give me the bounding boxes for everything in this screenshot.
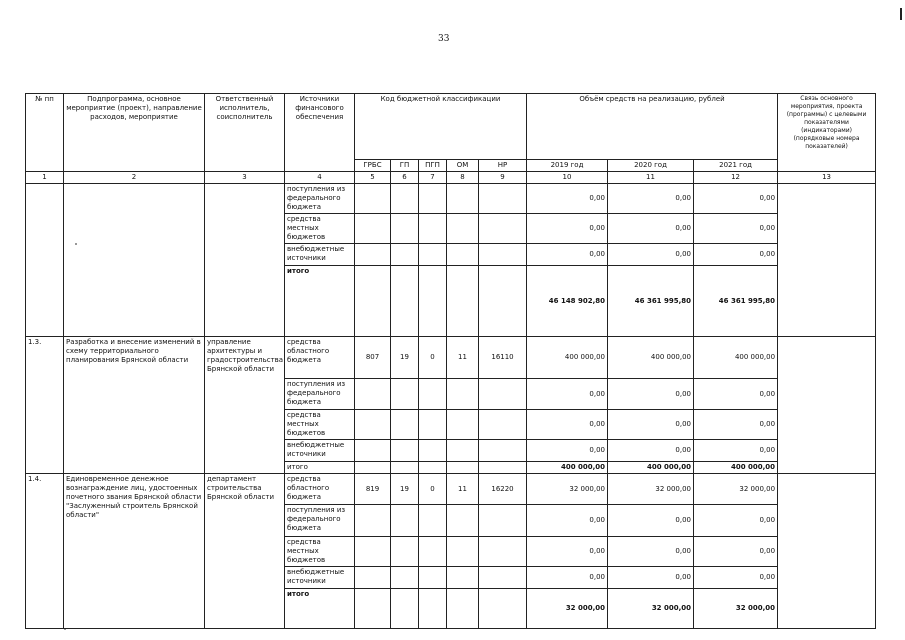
total-2019: 400 000,00 [527,462,608,474]
value-2019: 0,00 [527,505,608,537]
subheader-om: ОМ [447,160,479,172]
table-row [26,337,876,379]
value-2021: 0,00 [694,410,778,440]
value-2020: 0,00 [608,379,694,410]
table-row [26,184,876,214]
col-number: 7 [419,172,447,184]
col-number: 5 [355,172,391,184]
value-2019: 0,00 [527,440,608,462]
value-2021: 0,00 [694,537,778,567]
value-2019: 0,00 [527,410,608,440]
budget-table [25,93,876,629]
source-cell: внебюджетные источники [285,440,355,462]
col-number: 6 [391,172,419,184]
value-2020: 0,00 [608,214,694,244]
subheader-2020: 2020 год [608,160,694,172]
total-2021: 46 361 995,80 [694,266,778,337]
source-cell: поступления из федерального бюджета [285,505,355,537]
source-cell: средства местных бюджетов [285,410,355,440]
subheader-grbs: ГРБС [355,160,391,172]
link-cell [778,337,876,474]
code-grbs: 807 [355,337,391,379]
code-om: 11 [447,474,479,505]
source-cell: поступления из федерального бюджета [285,379,355,410]
header-link: Связь основного мероприятия, проекта (программы) с целевыми показателями (индикаторами) (порядковые номера показателей) [778,94,876,172]
value-2019: 0,00 [527,184,608,214]
code-pgp: 0 [419,474,447,505]
value-2020: 0,00 [608,440,694,462]
total-2020: 46 361 995,80 [608,266,694,337]
col-number: 13 [778,172,876,184]
col-number: 12 [694,172,778,184]
value-2021: 0,00 [694,379,778,410]
value-2019: 0,00 [527,537,608,567]
code-gp: 19 [391,474,419,505]
col-number: 10 [527,172,608,184]
link-cell [778,474,876,629]
code-grbs: 819 [355,474,391,505]
row-name-cell [64,184,205,337]
value-2021: 0,00 [694,505,778,537]
value-2021: 32 000,00 [694,474,778,505]
col-number: 9 [479,172,527,184]
table-row [26,474,876,505]
total-2019: 32 000,00 [527,589,608,629]
value-2020: 0,00 [608,410,694,440]
row-executor-cell: управление архитектуры и градостроительства Брянской области [205,337,285,474]
code-pgp: 0 [419,337,447,379]
code-np: 16110 [479,337,527,379]
value-2020: 400 000,00 [608,337,694,379]
value-2021: 400 000,00 [694,337,778,379]
row-executor-cell [205,184,285,337]
header-program: Подпрограмма, основное мероприятие (проект), направление расходов, мероприятие [64,94,205,172]
col-number: 11 [608,172,694,184]
source-cell: средства местных бюджетов [285,214,355,244]
value-2021: 0,00 [694,440,778,462]
row-executor-cell: департамент строительства Брянской области [205,474,285,629]
value-2019: 32 000,00 [527,474,608,505]
row-no-cell: 1.3. [26,337,64,474]
value-2020: 0,00 [608,537,694,567]
value-2021: 0,00 [694,214,778,244]
value-2020: 32 000,00 [608,474,694,505]
header-budget-code: Код бюджетной классификации [355,94,527,160]
column-numbers-row [26,172,876,184]
total-2020: 32 000,00 [608,589,694,629]
total-2021: 400 000,00 [694,462,778,474]
link-cell [778,184,876,337]
subheader-pgp: ПГП [419,160,447,172]
value-2020: 0,00 [608,184,694,214]
subheader-2019: 2019 год [527,160,608,172]
row-name-cell: Разработка и внесение изменений в схему территориального планирования Брянской области [64,337,205,474]
total-2019: 46 148 902,80 [527,266,608,337]
header-row [26,94,876,160]
value-2019: 0,00 [527,379,608,410]
source-cell: средства областного бюджета [285,337,355,379]
code-np: 16220 [479,474,527,505]
value-2019: 400 000,00 [527,337,608,379]
page-number: 33 [438,34,450,44]
code-gp: 19 [391,337,419,379]
row-no-cell: 1.4. [26,474,64,629]
col-number: 1 [26,172,64,184]
source-cell: итого [285,589,355,629]
value-2020: 0,00 [608,567,694,589]
code-om: 11 [447,337,479,379]
source-cell: итого [285,266,355,337]
col-number: 8 [447,172,479,184]
scan-edge-mark [900,8,902,20]
col-number: 3 [205,172,285,184]
source-cell: внебюджетные источники [285,567,355,589]
source-cell: средства местных бюджетов [285,537,355,567]
value-2021: 0,00 [694,244,778,266]
value-2019: 0,00 [527,244,608,266]
value-2021: 0,00 [694,567,778,589]
header-executor: Ответственный исполнитель, соисполнитель [205,94,285,172]
value-2020: 0,00 [608,505,694,537]
col-number: 4 [285,172,355,184]
source-cell: итого [285,462,355,474]
row-no-cell [26,184,64,337]
header-no: № пп [26,94,64,172]
value-2019: 0,00 [527,567,608,589]
source-cell: поступления из федерального бюджета [285,184,355,214]
col-number: 2 [64,172,205,184]
source-cell: внебюджетные источники [285,244,355,266]
subheader-gp: ГП [391,160,419,172]
subheader-2021: 2021 год [694,160,778,172]
total-2021: 32 000,00 [694,589,778,629]
value-2020: 0,00 [608,244,694,266]
header-sources: Источники финансового обеспечения [285,94,355,172]
subheader-np: НР [479,160,527,172]
total-2020: 400 000,00 [608,462,694,474]
source-cell: средства областного бюджета [285,474,355,505]
row-name-cell: Единовременное денежное вознаграждение лиц, удостоенных почетного звания Брянской области "Заслуженный строитель Брянской области" [64,474,205,629]
value-2021: 0,00 [694,184,778,214]
header-volume: Объём средств на реализацию, рублей [527,94,778,160]
value-2019: 0,00 [527,214,608,244]
